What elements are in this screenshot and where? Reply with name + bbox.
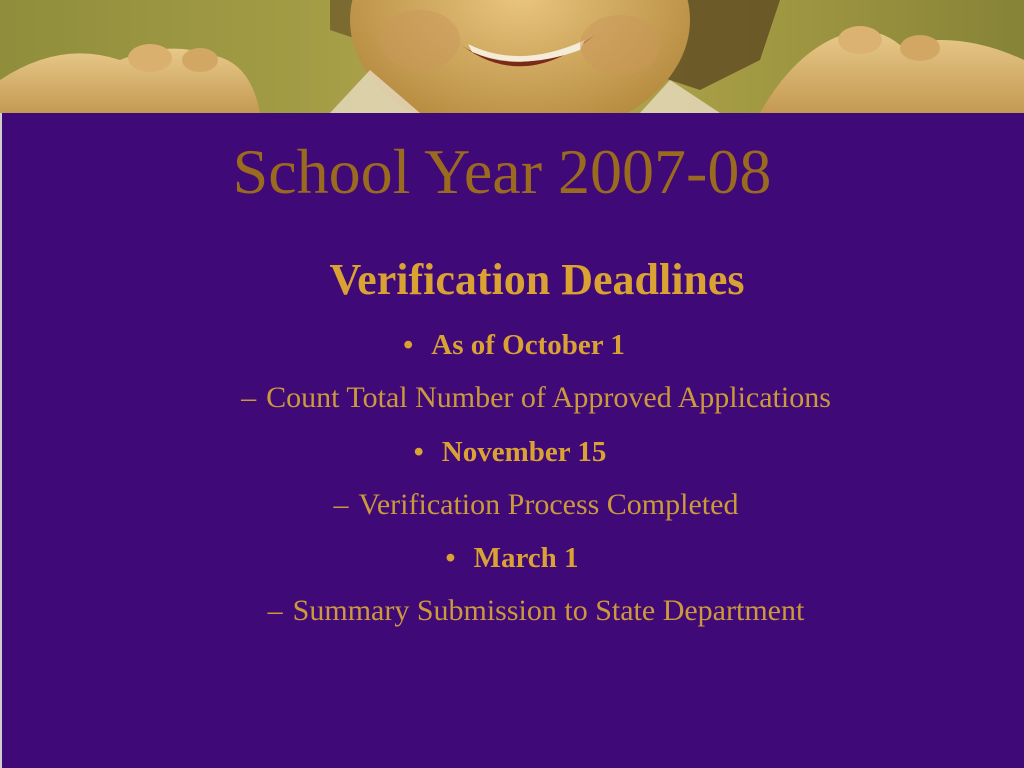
deadline-detail-1 [24,378,1024,418]
banner-photo [0,0,1024,113]
dash-icon: – [267,594,283,627]
deadline-item-2 [0,432,1022,472]
deadline-date: November 15 [441,436,607,468]
deadline-detail: Verification Process Completed [358,488,739,521]
smiling-child-photo-icon [0,0,1024,113]
deadline-item-1 [2,325,1024,365]
deadline-detail-3 [24,591,1024,631]
bullet-icon: • [413,436,424,468]
deadline-detail: Summary Submission to State Department [292,594,805,627]
deadline-detail: Count Total Number of Approved Applications [266,381,831,414]
deadline-date: March 1 [473,542,579,574]
bullet-icon: • [445,542,456,574]
slide-subtitle: Verification Deadlines [329,255,745,304]
slide-title: School Year 2007-08 [232,136,772,207]
deadline-detail-2 [24,485,1024,525]
dash-icon: – [241,381,257,414]
bullet-icon: • [403,329,414,361]
dash-icon: – [333,488,349,521]
deadline-item-3 [0,538,1024,578]
deadline-date: As of October 1 [431,329,625,361]
